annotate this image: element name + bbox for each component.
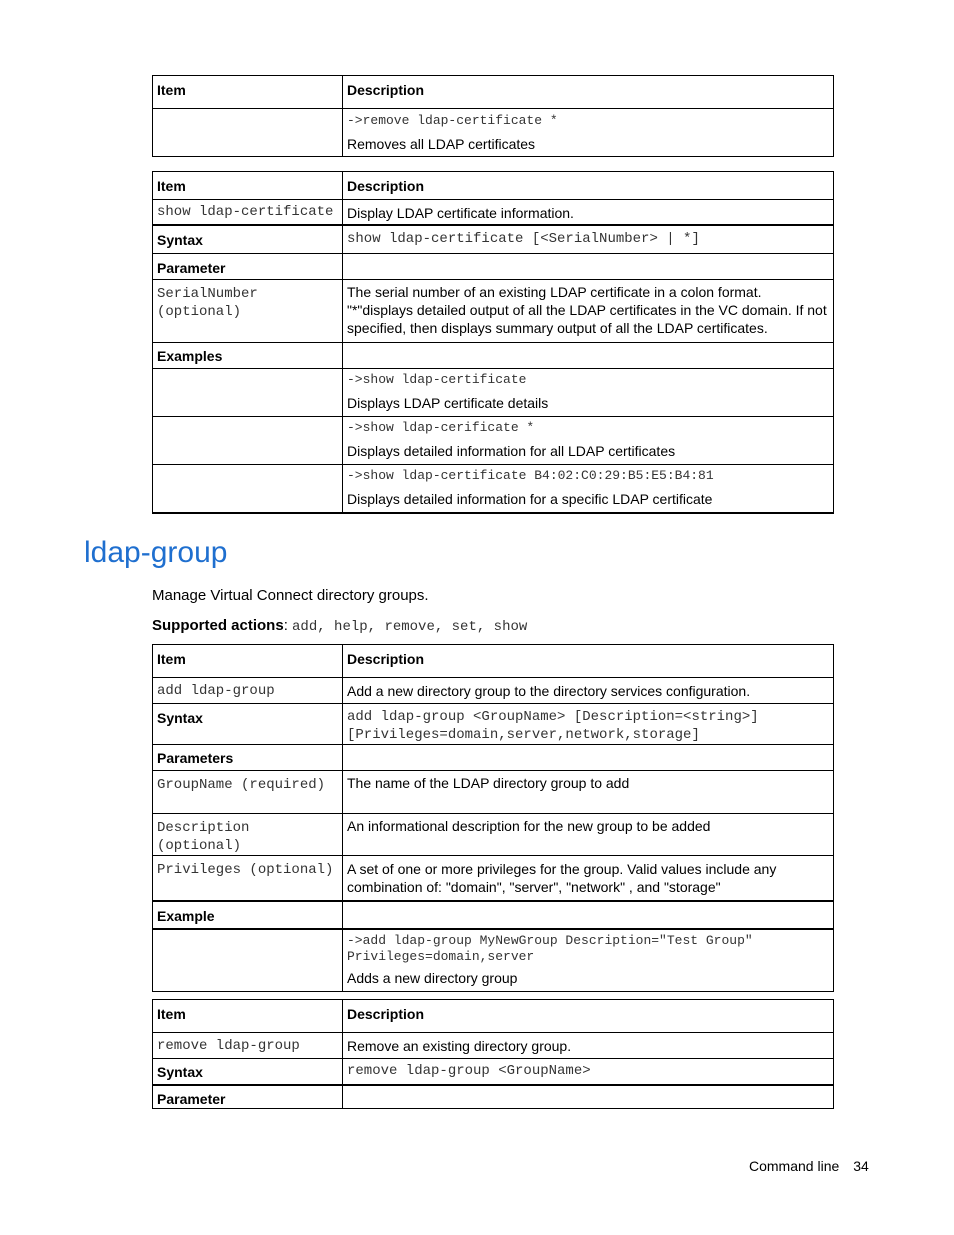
table-header-row <box>153 172 834 200</box>
parameter-description: A set of one or more privileges for the group. Valid values include any combination of: "domain", "server", "network" , and "storage" <box>343 856 834 901</box>
parameter-description: An informational description for the new group to be added <box>343 814 834 856</box>
add-ldap-group-table <box>152 644 834 992</box>
syntax-row <box>153 1059 834 1085</box>
supported-actions <box>152 617 527 635</box>
header-item: Item <box>153 645 343 678</box>
example-cell <box>343 465 834 513</box>
table-row <box>153 109 834 157</box>
example-description: Displays LDAP certificate details <box>347 395 549 411</box>
parameter-label-row <box>153 254 834 280</box>
item-cell <box>153 109 343 157</box>
section-intro: Manage Virtual Connect directory groups. <box>152 587 429 604</box>
header-description: Description <box>343 172 834 200</box>
parameter-description: The name of the LDAP directory group to add <box>343 771 834 814</box>
table-header-row <box>153 645 834 678</box>
parameter-row <box>153 771 834 814</box>
empty-cell <box>343 254 834 280</box>
section-title: ldap-group <box>84 536 228 569</box>
example-description: Displays detailed information for a specific LDAP certificate <box>347 491 713 507</box>
parameter-name: Description (optional) <box>153 814 343 856</box>
parameter-label-row <box>153 1085 834 1109</box>
remove-ldap-group-table <box>152 999 834 1109</box>
syntax-text: show ldap-certificate [<SerialNumber> | *] <box>343 225 834 254</box>
command-row <box>153 678 834 704</box>
empty-cell <box>153 465 343 513</box>
example-label-row <box>153 901 834 929</box>
command-row <box>153 1033 834 1059</box>
page-number: 34 <box>853 1158 869 1174</box>
example-command: ->remove ldap-certificate * <box>347 113 558 128</box>
example-command: ->show ldap-certificate <box>347 372 527 387</box>
example-row <box>153 417 834 465</box>
parameter-row <box>153 856 834 901</box>
example-label: Example <box>153 901 343 929</box>
parameter-row <box>153 814 834 856</box>
example-row <box>153 369 834 417</box>
example-cell <box>343 369 834 417</box>
parameter-name: Privileges (optional) <box>153 856 343 901</box>
empty-cell <box>343 1085 834 1109</box>
example-cell <box>343 417 834 465</box>
table-header-row <box>153 76 834 109</box>
syntax-text: remove ldap-group <GroupName> <box>343 1059 834 1085</box>
syntax-text: add ldap-group <GroupName> [Description=<string>] [Privileges=domain,server,network,storage] <box>343 704 834 745</box>
example-row <box>153 465 834 513</box>
command-name: remove ldap-group <box>153 1033 343 1059</box>
empty-cell <box>343 343 834 369</box>
parameter-name: SerialNumber (optional) <box>153 280 343 343</box>
parameter-name: GroupName (required) <box>153 771 343 814</box>
empty-cell <box>153 369 343 417</box>
show-ldap-certificate-table <box>152 171 834 514</box>
example-command: ->show ldap-certificate B4:02:C0:29:B5:E5:B4:81 <box>347 468 714 483</box>
description-cell <box>343 109 834 157</box>
empty-cell <box>153 929 343 992</box>
header-description: Description <box>343 1000 834 1033</box>
remove-ldap-certificate-table <box>152 75 834 157</box>
header-item: Item <box>153 1000 343 1033</box>
empty-cell <box>343 901 834 929</box>
command-name: show ldap-certificate <box>153 200 343 225</box>
syntax-row <box>153 704 834 745</box>
parameter-row <box>153 280 834 343</box>
command-row <box>153 200 834 225</box>
example-command: ->show ldap-cerificate * <box>347 420 535 435</box>
header-item: Item <box>153 76 343 109</box>
example-command: ->add ldap-group MyNewGroup Description="Test Group" Privileges=domain,server <box>347 932 753 964</box>
examples-label-row <box>153 343 834 369</box>
page-footer <box>749 1158 869 1174</box>
supported-actions-list: add, help, remove, set, show <box>292 619 528 635</box>
header-item: Item <box>153 172 343 200</box>
empty-cell <box>153 417 343 465</box>
syntax-label: Syntax <box>153 1059 343 1085</box>
example-cell <box>343 929 834 992</box>
examples-label: Examples <box>153 343 343 369</box>
parameters-label-row <box>153 745 834 771</box>
command-description: Add a new directory group to the directory services configuration. <box>343 678 834 704</box>
parameter-label: Parameter <box>153 1085 343 1109</box>
command-description: Display LDAP certificate information. <box>343 200 834 225</box>
parameter-description: The serial number of an existing LDAP certificate in a colon format. "*"displays detailed output of all the LDAP certificates in the VC domain. If not specified, then displays summary output of all the LDAP certificates. <box>343 280 834 343</box>
command-description: Remove an existing directory group. <box>343 1033 834 1059</box>
syntax-label: Syntax <box>153 225 343 254</box>
supported-actions-separator: : <box>283 617 293 634</box>
example-description: Displays detailed information for all LDAP certificates <box>347 443 676 459</box>
parameters-label: Parameters <box>153 745 343 771</box>
footer-section-label: Command line <box>749 1158 840 1174</box>
example-row <box>153 929 834 992</box>
example-description: Adds a new directory group <box>347 969 518 986</box>
syntax-row <box>153 225 834 254</box>
header-description: Description <box>343 645 834 678</box>
syntax-label: Syntax <box>153 704 343 745</box>
header-description: Description <box>343 76 834 109</box>
parameter-label: Parameter <box>153 254 343 280</box>
supported-actions-label: Supported actions <box>152 617 284 634</box>
example-description: Removes all LDAP certificates <box>347 136 536 152</box>
command-name: add ldap-group <box>153 678 343 704</box>
empty-cell <box>343 745 834 771</box>
table-header-row <box>153 1000 834 1033</box>
